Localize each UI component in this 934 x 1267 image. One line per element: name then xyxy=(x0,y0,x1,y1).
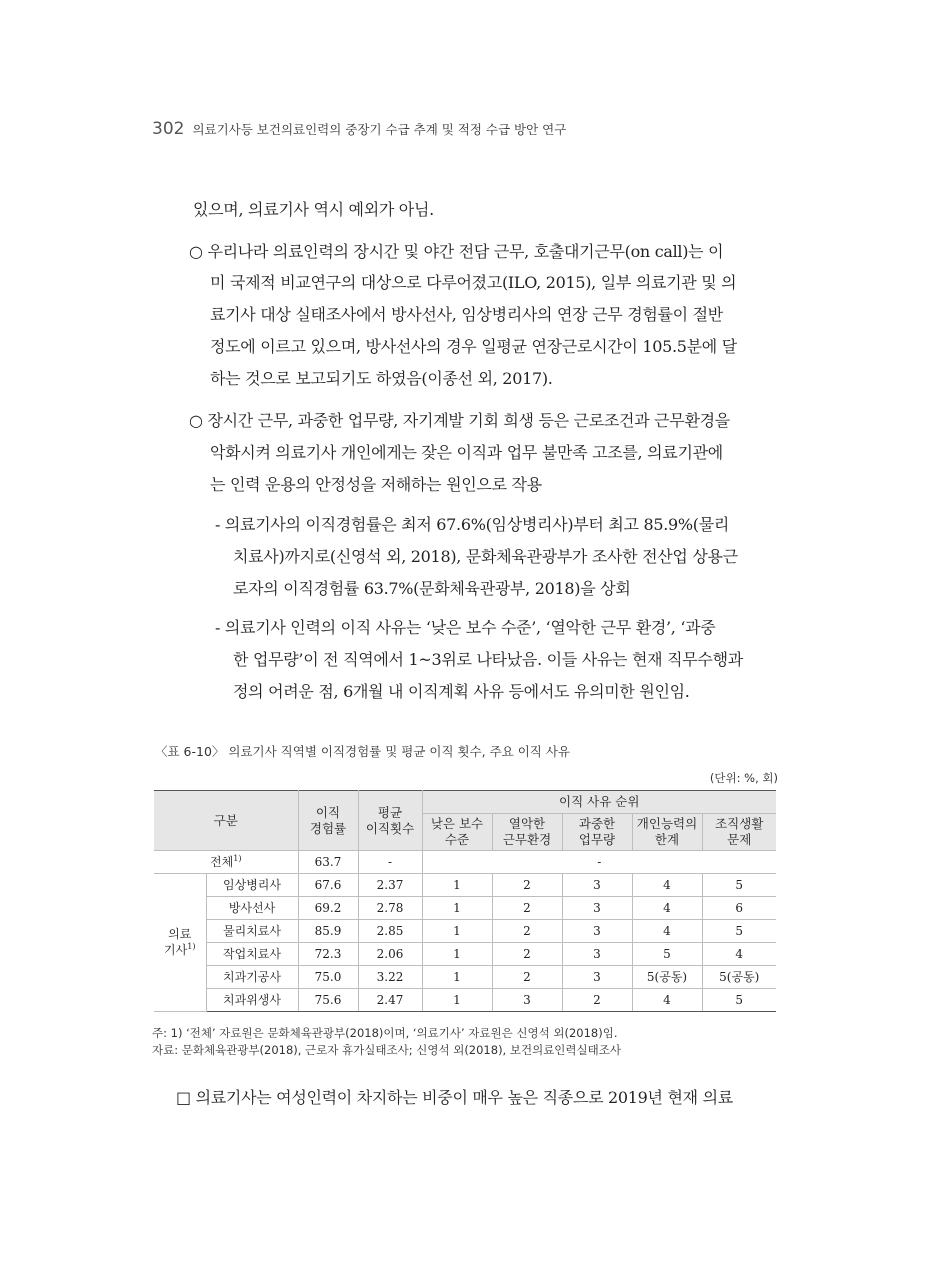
row-reason: 4 xyxy=(632,920,702,943)
page-number: 302 xyxy=(152,119,185,139)
row-reason: 5 xyxy=(632,943,702,966)
row-reason: 1 xyxy=(422,966,492,989)
total-rate: 63.7 xyxy=(298,851,358,874)
total-avg: - xyxy=(358,851,422,874)
paragraph-line: 료기사 대상 실태조사에서 방사선사, 임상병리사의 연장 근무 경험률이 절반 xyxy=(210,305,723,324)
paragraph-line: 한 업무량’이 전 직역에서 1~3위로 나타났음. 이들 사유는 현재 직무수행과 xyxy=(233,650,743,669)
row-reason: 5 xyxy=(702,874,776,897)
paragraph-line: 로자의 이직경험률 63.7%(문화체육관광부, 2018)을 상회 xyxy=(233,579,631,598)
row-name: 치과위생사 xyxy=(206,989,298,1012)
row-reason: 4 xyxy=(702,943,776,966)
row-reason: 2 xyxy=(492,966,562,989)
row-name: 임상병리사 xyxy=(206,874,298,897)
row-reason: 5(공동) xyxy=(632,966,702,989)
row-reason: 5 xyxy=(702,989,776,1012)
row-reason: 5(공동) xyxy=(702,966,776,989)
group-footnote-mark: 1) xyxy=(187,942,196,951)
row-name: 방사선사 xyxy=(206,897,298,920)
row-reason: 5 xyxy=(702,920,776,943)
paragraph-line: 있으며, 의료기사 역시 예외가 아님. xyxy=(193,200,434,219)
row-reason: 2 xyxy=(492,943,562,966)
row-rate: 69.2 xyxy=(298,897,358,920)
group-label: 의료 기사 xyxy=(164,927,192,957)
total-label-cell xyxy=(154,851,298,874)
note-line: 주: 1) ‘전체’ 자료원은 문화체육관광부(2018)이며, ‘의료기사’ 자료원은 신영석 외(2018)임. xyxy=(152,1026,618,1040)
group-label-cell xyxy=(154,874,206,1012)
running-title: 의료기사등 보건의료인력의 중장기 수급 추계 및 적정 수급 방안 연구 xyxy=(192,122,567,137)
paragraph-line: 악화시켜 의료기사 개인에게는 잦은 이직과 업무 불만족 고조를, 의료기관에 xyxy=(210,443,723,462)
header-reasons-group: 이직 사유 순위 xyxy=(422,791,776,814)
paragraph-line: 하는 것으로 보고되기도 하였음(이종선 외, 2017). xyxy=(210,369,553,388)
paragraph-line: ○ 장시간 근무, 과중한 업무량, 자기계발 기회 희생 등은 근로조건과 근무환경을 xyxy=(189,411,730,430)
paragraph-line: ○ 우리나라 의료인력의 장시간 및 야간 전담 근무, 호출대기근무(on call)는 이 xyxy=(189,242,724,261)
row-name: 물리치료사 xyxy=(206,920,298,943)
paragraph-line: 치료사)까지로(신영석 외, 2018), 문화체육관광부가 조사한 전산업 상용근 xyxy=(233,547,738,566)
row-reason: 2 xyxy=(492,874,562,897)
row-reason: 1 xyxy=(422,989,492,1012)
last-paragraph-line: □ 의료기사는 여성인력이 차지하는 비중이 매우 높은 직종으로 2019년 현재 의료 xyxy=(176,1088,733,1107)
total-label: 전체 xyxy=(210,855,234,869)
row-avg: 2.78 xyxy=(358,897,422,920)
data-table xyxy=(154,790,776,1012)
table-notes xyxy=(152,1025,621,1059)
row-rate: 85.9 xyxy=(298,920,358,943)
paragraph-line: 는 인력 운용의 안정성을 저해하는 원인으로 작용 xyxy=(210,475,542,494)
row-avg: 2.47 xyxy=(358,989,422,1012)
row-reason: 2 xyxy=(492,920,562,943)
paragraph-line: - 의료기사 인력의 이직 사유는 ‘낮은 보수 수준’, ‘열악한 근무 환경’, ‘과중 xyxy=(215,618,716,637)
row-name: 작업치료사 xyxy=(206,943,298,966)
source-line: 자료: 문화체육관광부(2018), 근로자 휴가실태조사; 신영석 외(2018), 보건의료인력실태조사 xyxy=(152,1043,621,1057)
row-reason: 3 xyxy=(562,920,632,943)
row-reason: 3 xyxy=(492,989,562,1012)
row-reason: 1 xyxy=(422,897,492,920)
row-avg: 3.22 xyxy=(358,966,422,989)
row-reason: 4 xyxy=(632,897,702,920)
header-reason: 조직생활 문제 xyxy=(702,814,776,851)
row-rate: 72.3 xyxy=(298,943,358,966)
row-reason: 3 xyxy=(562,943,632,966)
header-avg: 평균 이직횟수 xyxy=(358,791,422,851)
paragraph-line: 정의 어려운 점, 6개월 내 이직계획 사유 등에서도 유의미한 원인임. xyxy=(233,682,690,701)
row-avg: 2.85 xyxy=(358,920,422,943)
row-reason: 2 xyxy=(492,897,562,920)
running-header xyxy=(152,119,566,139)
table-unit: (단위: %, 회) xyxy=(709,771,778,785)
total-footnote-mark: 1) xyxy=(233,854,242,863)
paragraph-line: 미 국제적 비교연구의 대상으로 다루어졌고(ILO, 2015), 일부 의료기관 및 의 xyxy=(210,273,737,292)
row-name: 치과기공사 xyxy=(206,966,298,989)
row-reason: 3 xyxy=(562,874,632,897)
row-rate: 75.0 xyxy=(298,966,358,989)
paragraph-line: - 의료기사의 이직경험률은 최저 67.6%(임상병리사)부터 최고 85.9%(물리 xyxy=(215,515,730,534)
row-reason: 4 xyxy=(632,989,702,1012)
header-reason: 과중한 업무량 xyxy=(562,814,632,851)
row-avg: 2.06 xyxy=(358,943,422,966)
row-reason: 1 xyxy=(422,874,492,897)
row-rate: 67.6 xyxy=(298,874,358,897)
header-rate: 이직 경험률 xyxy=(298,791,358,851)
row-reason: 1 xyxy=(422,943,492,966)
row-reason: 1 xyxy=(422,920,492,943)
row-rate: 75.6 xyxy=(298,989,358,1012)
header-reason: 개인능력의 한계 xyxy=(632,814,702,851)
row-reason: 4 xyxy=(632,874,702,897)
row-reason: 3 xyxy=(562,966,632,989)
row-avg: 2.37 xyxy=(358,874,422,897)
header-reason: 열악한 근무환경 xyxy=(492,814,562,851)
row-reason: 6 xyxy=(702,897,776,920)
row-reason: 3 xyxy=(562,897,632,920)
table-caption: 〈표 6-10〉 의료기사 직역별 이직경험률 및 평균 이직 횟수, 주요 이직 사유 xyxy=(155,744,571,759)
paragraph-line: 정도에 이르고 있으며, 방사선사의 경우 일평균 연장근로시간이 105.5분에 달 xyxy=(210,337,737,356)
header-category: 구분 xyxy=(154,791,298,851)
total-reasons: - xyxy=(422,851,776,874)
row-reason: 2 xyxy=(562,989,632,1012)
header-reason: 낮은 보수 수준 xyxy=(422,814,492,851)
